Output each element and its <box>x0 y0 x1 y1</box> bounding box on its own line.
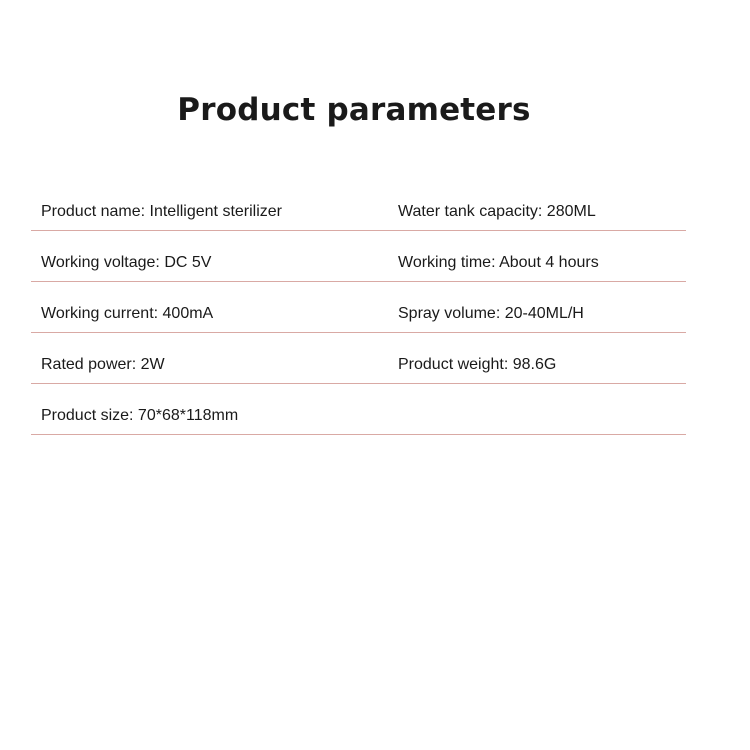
parameter-row <box>31 333 686 384</box>
parameter-left: Product size: 70*68*118mm <box>41 407 239 424</box>
parameter-row <box>31 384 686 435</box>
parameter-row <box>31 282 686 333</box>
parameter-row <box>31 231 686 282</box>
parameter-row <box>31 180 686 231</box>
page-title: Product parameters <box>177 92 531 128</box>
parameter-left: Product name: Intelligent sterilizer <box>41 203 282 220</box>
parameter-right: Product weight: 98.6G <box>398 356 557 373</box>
parameter-right: Spray volume: 20-40ML/H <box>398 305 584 322</box>
parameter-left: Working current: 400mA <box>41 305 214 322</box>
parameter-right: Water tank capacity: 280ML <box>398 203 596 220</box>
parameter-left: Rated power: 2W <box>41 356 165 373</box>
parameter-left: Working voltage: DC 5V <box>41 254 212 271</box>
parameters-table <box>31 180 686 435</box>
parameter-right: Working time: About 4 hours <box>398 254 599 271</box>
